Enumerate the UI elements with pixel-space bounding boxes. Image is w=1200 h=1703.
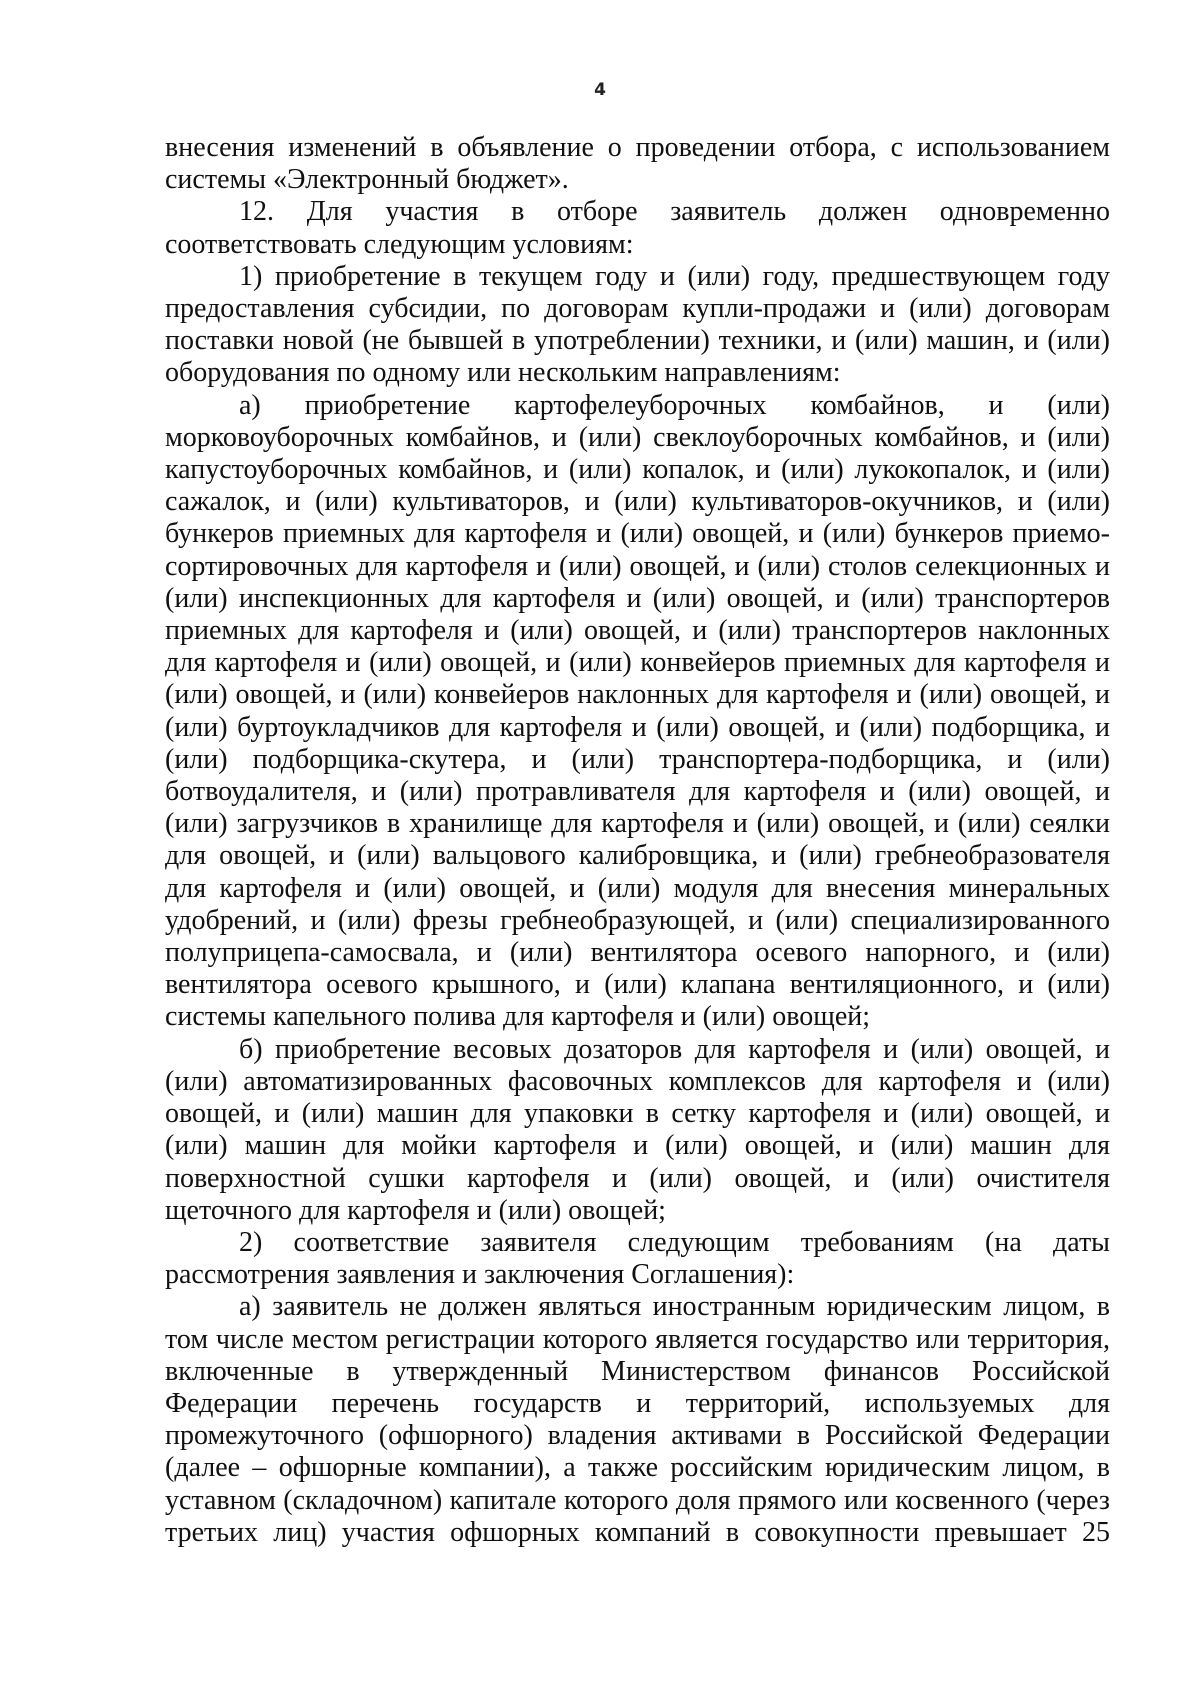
page-number: 4 — [594, 80, 606, 100]
paragraph-12-1: 1) приобретение в текущем году и (или) году, предшествующем году предоставления субсидии, по договорам купли-продажи и (или) договорам поставки новой (не бывшей в употреблении) техники, и (или) машин, и (или) оборудования по одному или нескольким направлениям: — [165, 260, 1110, 389]
paragraph-12-1-a: а) приобретение картофелеуборочных комбайнов, и (или) морковоуборочных комбайнов, и (или) свеклоуборочных комбайнов, и (или) капустоуборочных комбайнов, и (или) копалок, и (или) лукокопалок, и (или) сажалок, и (или) культиваторов, и (или) культиваторов-окучников, и (или) бункеров приемных для картофеля и (или) овощей, и (или) бункеров приемо-сортировочных для картофеля и (или) овощей, и (или) столов селекционных и (или) инспекционных для картофеля и (или) овощей, и (или) транспортеров приемных для картофеля и (или) овощей, и (или) транспортеров наклонных для картофеля и (или) овощей, и (или) конвейеров приемных для картофеля и (или) овощей, и (или) конвейеров наклонных для картофеля и (или) овощей, и (или) буртоукладчиков для картофеля и (или) овощей, и (или) подборщика, и (или) подборщика-скутера, и (или) транспортера-подборщика, и (или) ботвоудалителя, и (или) протравливателя для картофеля и (или) овощей, и (или) загрузчиков в хранилище для картофеля и (или) овощей, и (или) сеялки для овощей, и (или) вальцового калибровщика, и (или) гребнеобразователя для картофеля и (или) овощей, и (или) модуля для внесения минеральных удобрений, и (или) фрезы гребнеобразующей, и (или) специализированного полуприцепа-самосвала, и (или) вентилятора осевого напорного, и (или) вентилятора осевого крышного, и (или) клапана вентиляционного, и (или) системы капельного полива для картофеля и (или) овощей; — [165, 389, 1110, 1033]
paragraph-12: 12. Для участия в отборе заявитель должен одновременно соответствовать следующим условиям: — [165, 196, 1110, 260]
paragraph-continuation: внесения изменений в объявление о проведении отбора, с использованием системы «Электронный бюджет». — [165, 132, 1110, 196]
document-body — [165, 132, 1110, 1549]
paragraph-12-1-b: б) приобретение весовых дозаторов для картофеля и (или) овощей, и (или) автоматизированных фасовочных комплексов для картофеля и (или) овощей, и (или) машин для упаковки в сетку картофеля и (или) овощей, и (или) машин для мойки картофеля и (или) овощей, и (или) машин для поверхностной сушки картофеля и (или) овощей, и (или) очистителя щеточного для картофеля и (или) овощей; — [165, 1033, 1110, 1226]
paragraph-12-2: 2) соответствие заявителя следующим требованиям (на даты рассмотрения заявления и заключения Соглашения): — [165, 1226, 1110, 1291]
paragraph-12-2-a: а) заявитель не должен являться иностранным юридическим лицом, в том числе местом регистрации которого является государство или территория, включенные в утвержденный Министерством финансов Российской Федерации перечень государств и территорий, используемых для промежуточного (офшорного) владения активами в Российской Федерации (далее – офшорные компании), а также российским юридическим лицом, в уставном (складочном) капитале которого доля прямого или косвенного (через третьих лиц) участия офшорных компаний в совокупности превышает 25 — [165, 1291, 1110, 1548]
